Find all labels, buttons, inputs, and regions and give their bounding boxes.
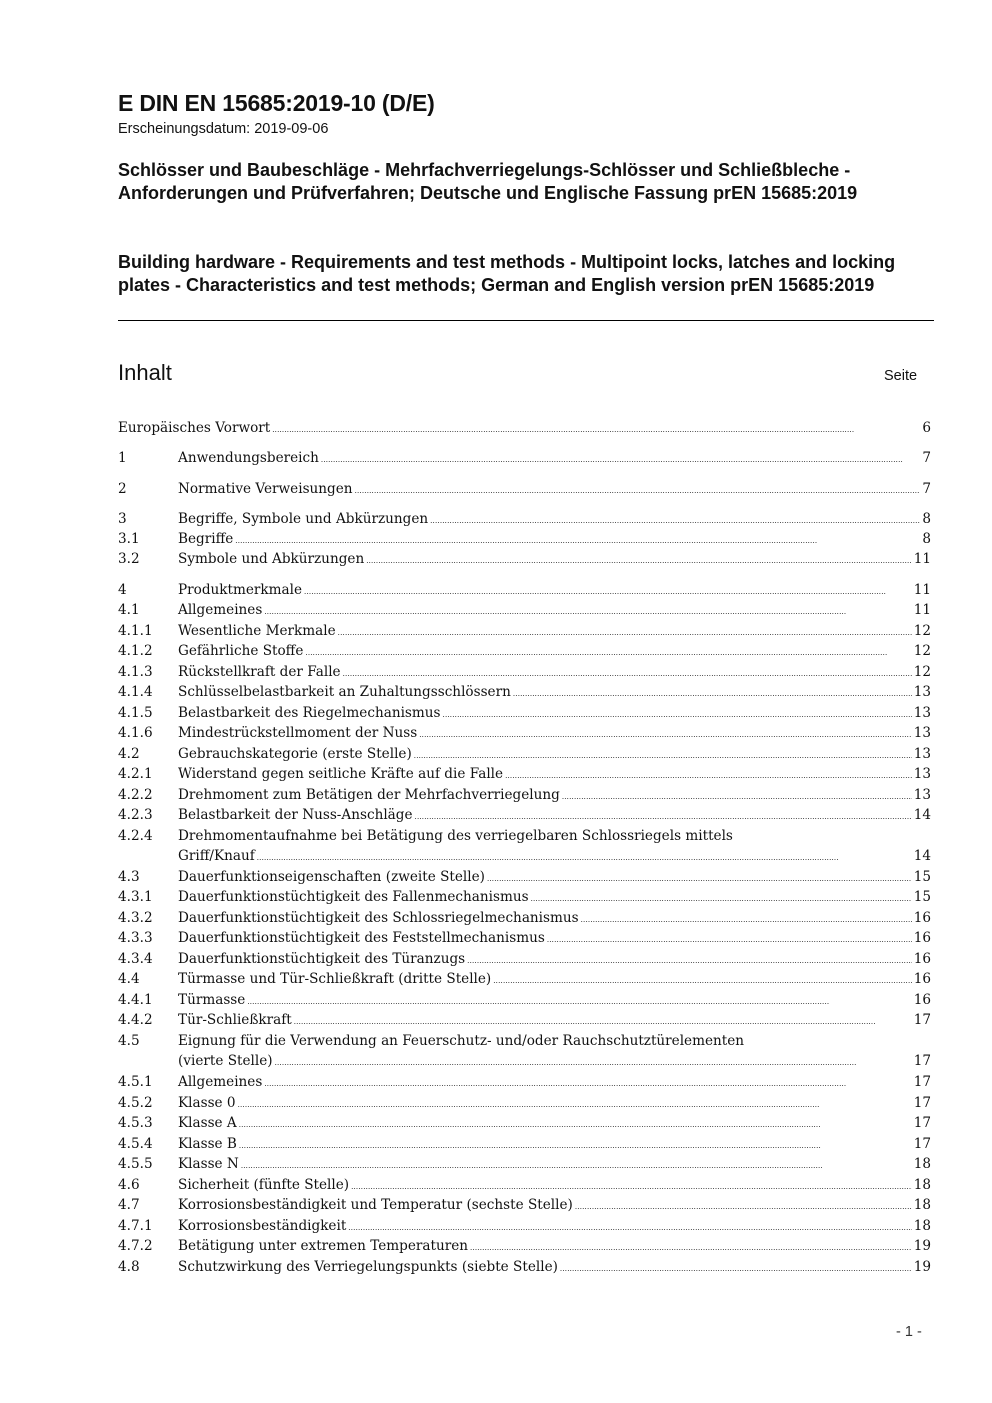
toc-entry-page: 14	[913, 848, 931, 865]
toc-entry-number: 4.4.1	[118, 992, 153, 1008]
toc-entry-number: 4.2.1	[118, 766, 153, 782]
toc-entry-number: 4.5.1	[118, 1074, 153, 1090]
toc-entry[interactable]	[118, 1031, 931, 1074]
toc-entry-number: 4.1.5	[118, 705, 153, 721]
toc-entry-number: 1	[118, 450, 127, 466]
toc-entry-number: 4.1.1	[118, 623, 153, 639]
toc-entry-title: Normative Verweisungen	[178, 481, 353, 497]
toc-entry-title: Allgemeines	[178, 602, 263, 618]
toc-page-column-label: Seite	[884, 368, 918, 384]
toc-entry-page: 15	[913, 889, 931, 905]
toc-entry-page: 7	[922, 481, 931, 497]
toc-entry[interactable]	[118, 928, 931, 950]
toc-entry-title: Mindestrückstellmoment der Nuss	[178, 725, 418, 741]
toc-entry-page: 18	[913, 1156, 931, 1172]
toc-entry-page: 17	[913, 1136, 931, 1152]
toc-entry-page: 17	[913, 1115, 931, 1131]
toc-entry[interactable]	[118, 641, 931, 663]
toc-entry[interactable]	[118, 826, 931, 869]
toc-entry-number: 3	[118, 511, 127, 527]
toc-entry-title: Tür-Schließkraft	[178, 1012, 292, 1028]
toc-entry-page: 16	[913, 971, 931, 987]
toc-entry-number: 4.7.2	[118, 1238, 153, 1254]
toc-entry-number: 4.3.4	[118, 951, 153, 967]
toc-entry[interactable]	[118, 764, 931, 786]
toc-entry-number: 4	[118, 582, 127, 598]
toc-entry[interactable]	[118, 1236, 931, 1258]
toc-entry-number: 4.1.4	[118, 684, 153, 700]
toc-entry[interactable]	[118, 418, 931, 440]
toc-entry-page: 14	[913, 807, 931, 823]
toc-entry-page: 12	[913, 623, 931, 639]
toc-entry-title: Rückstellkraft der Falle	[178, 664, 341, 680]
toc-entry-title: Schlüsselbelastbarkeit an Zuhaltungsschlössern	[178, 684, 511, 700]
toc-entry-number: 4.5.2	[118, 1095, 153, 1111]
toc-entry-title: Klasse A	[178, 1115, 237, 1131]
toc-entry-number: 4.2.4	[118, 828, 153, 844]
toc-entry-number: 4.3	[118, 869, 140, 885]
toc-entry-title: Drehmomentaufnahme bei Betätigung des verriegelbaren Schlossriegels mittels	[178, 828, 733, 844]
toc-entry-title: Europäisches Vorwort	[118, 420, 271, 436]
toc-entry-title: Klasse B	[178, 1136, 237, 1152]
toc-entry-page: 18	[913, 1197, 931, 1213]
toc-entry-page: 17	[913, 1095, 931, 1111]
toc-entry-title: Schutzwirkung des Verriegelungspunkts (siebte Stelle)	[178, 1259, 558, 1275]
toc-entry-page: 16	[913, 951, 931, 967]
publication-date: Erscheinungsdatum: 2019-09-06	[118, 121, 329, 137]
toc-entry-number: 4.1.3	[118, 664, 153, 680]
toc-entry[interactable]	[118, 1257, 931, 1279]
toc-entry[interactable]	[118, 1010, 931, 1032]
document-id: E DIN EN 15685:2019-10 (D/E)	[118, 90, 435, 116]
toc-entry-number: 4.7.1	[118, 1218, 153, 1234]
toc-entry-title: Widerstand gegen seitliche Kräfte auf die Falle	[178, 766, 504, 782]
toc-entry-page: 7	[922, 450, 931, 466]
toc-entry-title-continued: Griff/Knauf	[178, 848, 255, 865]
toc-entry[interactable]	[118, 448, 931, 470]
toc-entry-page: 17	[913, 1053, 931, 1070]
title-divider	[118, 320, 934, 321]
toc-entry-page: 11	[913, 602, 931, 618]
toc-entry-page: 8	[922, 511, 931, 527]
toc-entry-number: 4.2.3	[118, 807, 153, 823]
toc-entry[interactable]	[118, 1154, 931, 1176]
toc-entry[interactable]	[118, 682, 931, 704]
toc-entry-title: Gefährliche Stoffe	[178, 643, 304, 659]
toc-entry-title: Begriffe	[178, 531, 234, 547]
toc-entry-number: 4.6	[118, 1177, 140, 1193]
toc-entry-number: 4.2.2	[118, 787, 153, 803]
toc-entry[interactable]	[118, 479, 931, 501]
toc-entry[interactable]	[118, 805, 931, 827]
toc-entry-title-continued: (vierte Stelle)	[178, 1053, 273, 1070]
toc-entry-page: 13	[913, 746, 931, 762]
toc-entry-title: Klasse N	[178, 1156, 239, 1172]
toc-entry-title: Dauerfunktionstüchtigkeit des Türanzugs	[178, 951, 466, 967]
toc-entry-number: 4.7	[118, 1197, 140, 1213]
toc-entry-number: 4.5	[118, 1033, 140, 1049]
toc-entry-number: 4.1.6	[118, 725, 153, 741]
toc-entry-title: Dauerfunktionstüchtigkeit des Feststellmechanismus	[178, 930, 545, 946]
toc-entry-title: Betätigung unter extremen Temperaturen	[178, 1238, 469, 1254]
toc-entry-page: 13	[913, 787, 931, 803]
toc-entry-number: 4.8	[118, 1259, 140, 1275]
toc-entry-number: 4.5.4	[118, 1136, 153, 1152]
toc-entry-page: 13	[913, 766, 931, 782]
toc-entry-title: Türmasse und Tür-Schließkraft (dritte Stelle)	[178, 971, 492, 987]
toc-entry-title: Sicherheit (fünfte Stelle)	[178, 1177, 350, 1193]
toc-entry-number: 3.2	[118, 551, 140, 567]
toc-entry-number: 3.1	[118, 531, 140, 547]
toc-entry[interactable]	[118, 1113, 931, 1135]
toc-entry-number: 4.1	[118, 602, 140, 618]
toc-entry-number: 4.4	[118, 971, 140, 987]
toc-entry-title: Türmasse	[178, 992, 246, 1008]
toc-entry-title: Korrosionsbeständigkeit und Temperatur (sechste Stelle)	[178, 1197, 573, 1213]
toc-heading: Inhalt	[118, 360, 172, 385]
toc-entry-title: Produktmerkmale	[178, 582, 303, 598]
toc-entry[interactable]	[118, 1195, 931, 1217]
toc-entry-page: 12	[913, 643, 931, 659]
toc-entry-title: Allgemeines	[178, 1074, 263, 1090]
toc-entry-number: 4.4.2	[118, 1012, 153, 1028]
toc-entry-page: 17	[913, 1074, 931, 1090]
toc-entry-title: Dauerfunktionseigenschaften (zweite Stelle)	[178, 869, 485, 885]
toc-entry-title: Korrosionsbeständigkeit	[178, 1218, 347, 1234]
toc-entry-title: Belastbarkeit des Riegelmechanismus	[178, 705, 441, 721]
toc-entry-page: 11	[913, 551, 931, 567]
toc-entry-title: Belastbarkeit der Nuss-Anschläge	[178, 807, 413, 823]
toc-entry-number: 4.3.3	[118, 930, 153, 946]
toc-entry-number: 4.2	[118, 746, 140, 762]
toc-entry-title: Gebrauchskategorie (erste Stelle)	[178, 746, 412, 762]
toc-entry-number: 4.5.3	[118, 1115, 153, 1131]
toc-entry[interactable]	[118, 600, 931, 622]
toc-entry-page: 16	[913, 910, 931, 926]
toc-entry-number: 2	[118, 481, 127, 497]
toc-entry-page: 19	[913, 1238, 931, 1254]
toc-entry-page: 13	[913, 705, 931, 721]
toc-entry-page: 13	[913, 684, 931, 700]
toc-entry-number: 4.3.2	[118, 910, 153, 926]
toc-entry-page: 17	[913, 1012, 931, 1028]
toc-entry[interactable]	[118, 1072, 931, 1094]
toc-entry-title: Begriffe, Symbole und Abkürzungen	[178, 511, 429, 527]
toc-entry-title: Dauerfunktionstüchtigkeit des Fallenmechanismus	[178, 889, 529, 905]
toc-entry-title: Eignung für die Verwendung an Feuerschutz- und/oder Rauchschutztürelementen	[178, 1033, 745, 1049]
page-number: - 1 -	[896, 1324, 922, 1340]
title-english: Building hardware - Requirements and test methods - Multipoint locks, latches and locking plates - Characteristics and test methods; German and English version prEN 15685:2019	[118, 252, 896, 295]
toc-entry-page: 12	[913, 664, 931, 680]
toc-entry-page: 8	[922, 531, 931, 547]
toc-entry-page: 18	[913, 1177, 931, 1193]
toc-entry[interactable]	[118, 887, 931, 909]
toc-entry[interactable]	[118, 723, 931, 745]
toc-entry-title: Klasse 0	[178, 1095, 236, 1111]
toc-entry[interactable]	[118, 549, 931, 571]
title-german: Schlösser und Baubeschläge - Mehrfachverriegelungs-Schlösser und Schließbleche - Anforderungen und Prüfverfahren; Deutsche und Englische Fassung prEN 15685:2019	[118, 160, 858, 203]
toc-entry-title: Drehmoment zum Betätigen der Mehrfachverriegelung	[178, 787, 560, 803]
toc-entry-page: 13	[913, 725, 931, 741]
toc-entry-page: 11	[913, 582, 931, 598]
toc-entry-page: 19	[913, 1259, 931, 1275]
toc-entry[interactable]	[118, 969, 931, 991]
toc-entry-number: 4.3.1	[118, 889, 153, 905]
toc-entry-page: 18	[913, 1218, 931, 1234]
toc-entry-page: 15	[913, 869, 931, 885]
toc-entry-title: Wesentliche Merkmale	[178, 623, 336, 639]
toc-entry-number: 4.1.2	[118, 643, 153, 659]
toc-entry-page: 16	[913, 992, 931, 1008]
toc-entry-title: Dauerfunktionstüchtigkeit des Schlossriegelmechanismus	[178, 910, 579, 926]
toc-entry-page: 16	[913, 930, 931, 946]
toc-entry-number: 4.5.5	[118, 1156, 153, 1172]
toc-entry-title: Symbole und Abkürzungen	[178, 551, 365, 567]
toc-entry-title: Anwendungsbereich	[178, 450, 319, 466]
toc-entry-page: 6	[922, 420, 931, 436]
